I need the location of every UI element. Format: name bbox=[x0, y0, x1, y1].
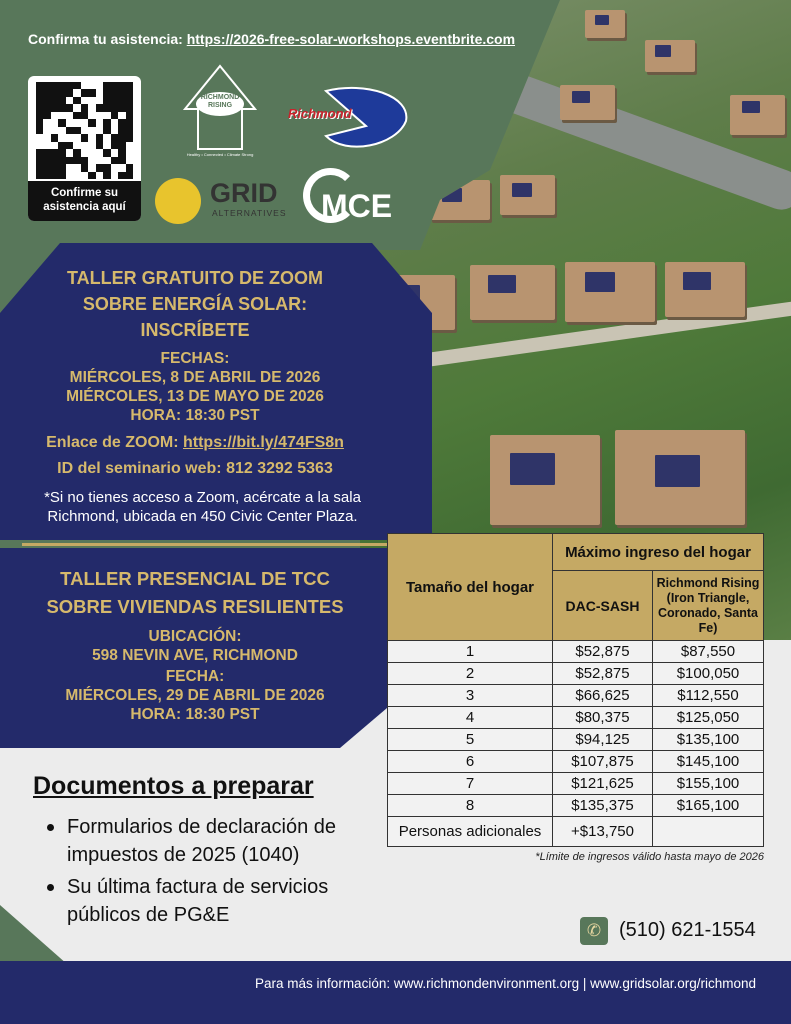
rsvp-label: Confirma tu asistencia: bbox=[28, 31, 183, 47]
documents-list bbox=[35, 813, 385, 933]
webinar-id: ID del seminario web: 812 3292 5363 bbox=[57, 460, 333, 477]
inperson-workshop-info bbox=[0, 565, 390, 724]
inperson-date: MIÉRCOLES, 29 DE ABRIL DE 2026 bbox=[65, 687, 325, 704]
header-dac-sash: DAC-SASH bbox=[553, 571, 653, 641]
alternatives-text: ALTERNATIVES bbox=[212, 208, 287, 218]
richmond-rising-cell: $125,050 bbox=[653, 707, 764, 729]
date-2: MIÉRCOLES, 13 DE MAYO DE 2026 bbox=[66, 388, 324, 405]
zoom-note-line1: *Si no tienes acceso a Zoom, acércate a la sala bbox=[44, 489, 361, 506]
income-limits-table bbox=[387, 533, 764, 847]
table-row bbox=[388, 685, 764, 707]
household-size-cell: 5 bbox=[388, 729, 553, 751]
dac-sash-cell: $80,375 bbox=[553, 707, 653, 729]
gold-divider bbox=[22, 543, 400, 546]
household-size-cell: 2 bbox=[388, 663, 553, 685]
dac-sash-cell: $107,875 bbox=[553, 751, 653, 773]
header-richmond-rising: Richmond Rising (Iron Triangle, Coronado, Santa Fe) bbox=[653, 571, 764, 641]
zoom-link[interactable]: https://bit.ly/474FS8n bbox=[183, 434, 344, 451]
household-size-cell: 3 bbox=[388, 685, 553, 707]
richmond-rising-cell: $165,100 bbox=[653, 795, 764, 817]
footer-text: Para más información: www.richmondenvironment.org | www.gridsolar.org/richmond bbox=[255, 976, 756, 991]
household-size-cell: 4 bbox=[388, 707, 553, 729]
dac-sash-cell: $135,375 bbox=[553, 795, 653, 817]
richmond-text: Richmond bbox=[288, 106, 352, 121]
qr-label-line2: asistencia aquí bbox=[43, 201, 126, 213]
table-row bbox=[388, 817, 764, 847]
phone-icon: ✆ bbox=[580, 917, 608, 945]
household-size-cell: Personas adicionales bbox=[388, 817, 553, 847]
richmond-rising-cell: $145,100 bbox=[653, 751, 764, 773]
richmond-rising-cell: $112,550 bbox=[653, 685, 764, 707]
footer-bar bbox=[0, 961, 791, 1024]
richmond-rising-logo bbox=[180, 64, 260, 159]
header-household-size: Tamaño del hogar bbox=[388, 534, 553, 641]
table-row bbox=[388, 663, 764, 685]
zoom-title-line3: INSCRÍBETE bbox=[140, 320, 250, 340]
richmond-rising-tagline: Healthy • Connected • Climate Strong bbox=[186, 152, 254, 157]
zoom-time: HORA: 18:30 PST bbox=[130, 407, 260, 424]
sun-icon bbox=[155, 178, 201, 224]
table-row bbox=[388, 729, 764, 751]
dac-sash-cell: $121,625 bbox=[553, 773, 653, 795]
qr-code[interactable] bbox=[28, 76, 141, 221]
richmond-rising-cell: $87,550 bbox=[653, 641, 764, 663]
location: 598 NEVIN AVE, RICHMOND bbox=[92, 647, 298, 664]
qr-code-pattern bbox=[36, 82, 133, 179]
location-label: UBICACIÓN: bbox=[148, 628, 242, 645]
header-max-income: Máximo ingreso del hogar bbox=[553, 534, 764, 571]
document-item: Formularios de declaración de impuestos de 2025 (1040) bbox=[35, 813, 385, 869]
table-row bbox=[388, 773, 764, 795]
documents-title: Documentos a preparar bbox=[33, 772, 314, 800]
income-footnote: *Límite de ingresos válido hasta mayo de 2026 bbox=[535, 851, 764, 863]
rsvp-line bbox=[28, 31, 515, 47]
dac-sash-cell: $94,125 bbox=[553, 729, 653, 751]
house-arrow-icon bbox=[180, 64, 260, 159]
zoom-workshop-info bbox=[0, 265, 390, 526]
inperson-title-line2: SOBRE VIVIENDAS RESILIENTES bbox=[46, 596, 344, 617]
household-size-cell: 8 bbox=[388, 795, 553, 817]
zoom-title-line2: SOBRE ENERGÍA SOLAR: bbox=[82, 294, 308, 314]
mce-logo bbox=[303, 168, 403, 228]
zoom-link-label: Enlace de ZOOM: bbox=[46, 434, 179, 451]
table-row bbox=[388, 795, 764, 817]
date-1: MIÉRCOLES, 8 DE ABRIL DE 2026 bbox=[69, 369, 321, 386]
richmond-rising-cell: $135,100 bbox=[653, 729, 764, 751]
dac-sash-cell: $52,875 bbox=[553, 641, 653, 663]
document-item: Su última factura de servicios públicos de PG&E bbox=[35, 873, 385, 929]
richmond-rising-cell: $155,100 bbox=[653, 773, 764, 795]
dates-label: FECHAS: bbox=[160, 350, 230, 367]
inperson-title-line1: TALLER PRESENCIAL DE TCC bbox=[60, 568, 330, 589]
mce-text: MCE bbox=[321, 188, 393, 224]
richmond-rising-cell: $100,050 bbox=[653, 663, 764, 685]
dac-sash-cell: $52,875 bbox=[553, 663, 653, 685]
table-row bbox=[388, 707, 764, 729]
richmond-rising-text: RICHMOND RISING bbox=[200, 94, 240, 109]
grid-text: GRID bbox=[210, 178, 278, 208]
qr-label bbox=[28, 181, 141, 221]
inperson-time: HORA: 18:30 PST bbox=[130, 706, 260, 723]
grid-alternatives-logo bbox=[155, 178, 290, 223]
richmond-rising-cell bbox=[653, 817, 764, 847]
household-size-cell: 1 bbox=[388, 641, 553, 663]
household-size-cell: 6 bbox=[388, 751, 553, 773]
phone-number[interactable]: (510) 621-1554 bbox=[619, 919, 756, 941]
table-row bbox=[388, 751, 764, 773]
eventbrite-link[interactable]: https://2026-free-solar-workshops.eventbrite.com bbox=[186, 31, 516, 47]
date-label: FECHA: bbox=[165, 668, 225, 685]
table-row bbox=[388, 641, 764, 663]
dac-sash-cell: +$13,750 bbox=[553, 817, 653, 847]
zoom-note-line2: Richmond, ubicada en 450 Civic Center Plaza. bbox=[47, 508, 358, 525]
household-size-cell: 7 bbox=[388, 773, 553, 795]
city-of-richmond-logo bbox=[286, 86, 411, 151]
dac-sash-cell: $66,625 bbox=[553, 685, 653, 707]
zoom-title-line1: TALLER GRATUITO DE ZOOM bbox=[67, 268, 323, 288]
qr-label-line1: Confirme su bbox=[50, 187, 119, 199]
